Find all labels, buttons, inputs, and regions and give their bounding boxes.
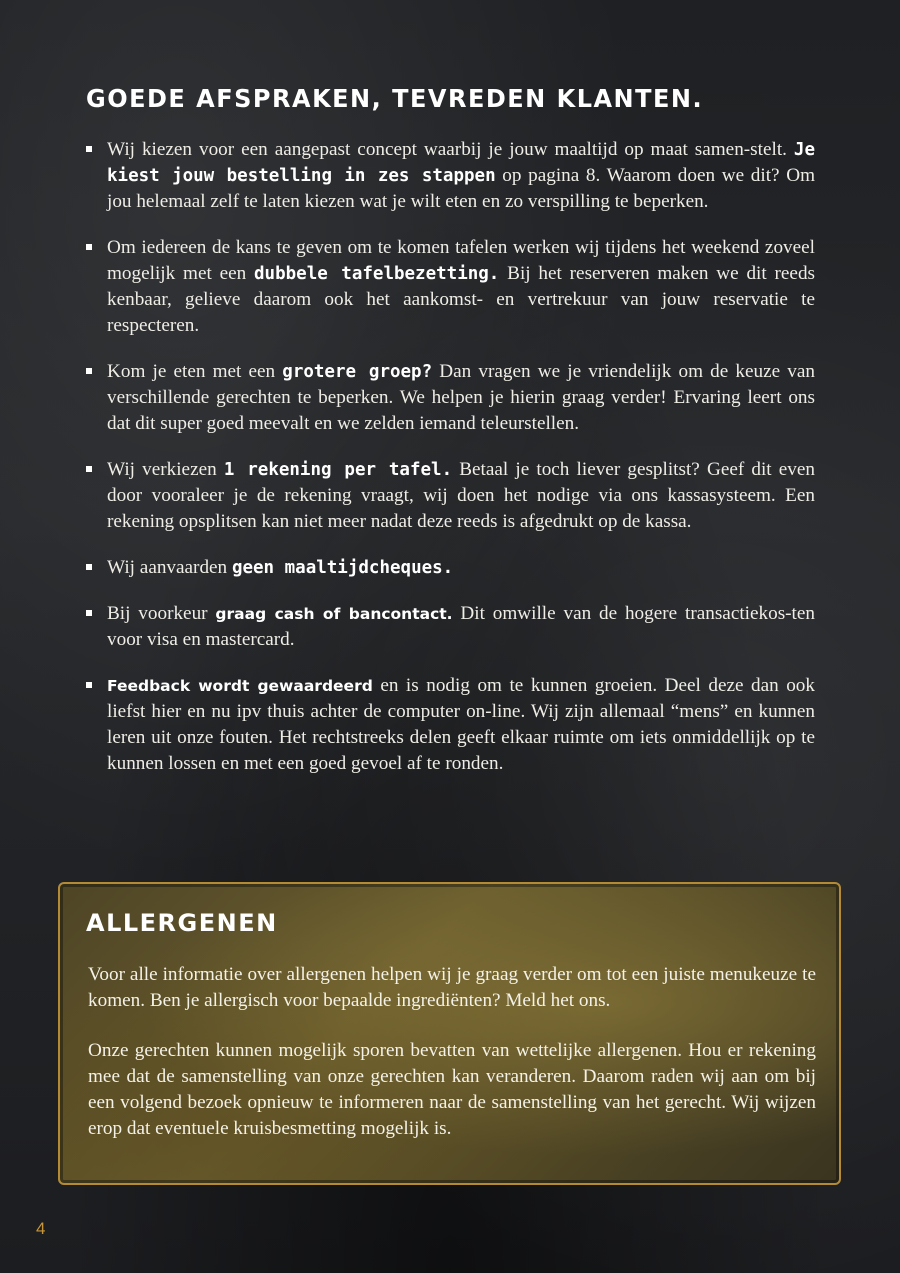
rule-text: Dit omwille van de hogere transactiekos-ten voor visa en mastercard. — [107, 603, 815, 650]
allergens-box — [58, 882, 841, 1185]
rule-text: en is nodig om te kunnen groeien. Deel deze dan ook liefst hier en nu ipv thuis achter de computer on-line. Wij zijn allemaal “mens” en kunnen leren uit onze fouten. Het rechtstreeks delen geeft elkaar ruimte om iets onmiddellijk op te kunnen lossen en met een goed gevoel af te ronden. — [107, 675, 815, 774]
rule-highlight: geen maaltijdcheques. — [231, 558, 454, 578]
allergens-paragraph-info: Voor alle informatie over allergenen helpen wij je graag verder om tot een juiste menukeuze te komen. Ben je allergisch voor bepaalde ingrediënten? Meld het ons. — [88, 964, 816, 1011]
allergens-title: ALLERGENEN — [86, 909, 278, 937]
rule-highlight: graag cash of bancontact. — [215, 605, 453, 623]
bullet-square-icon — [86, 564, 92, 570]
bullet-square-icon — [86, 466, 92, 472]
rules-list — [86, 137, 815, 777]
bullet-square-icon — [86, 244, 92, 250]
rule-text: Bij voorkeur — [107, 603, 216, 624]
page-number: 4 — [36, 1219, 46, 1238]
rule-text: Bij het reserveren maken we dit reeds kenbaar, gelieve daarom ook het aankomst- en vertrekuur van jouw reservatie te respecteren. — [107, 263, 816, 336]
bullet-square-icon — [86, 682, 92, 688]
rule-highlight: Je kiest jouw bestelling in zes stappen — [107, 140, 815, 186]
rule-item-feedback — [86, 673, 815, 777]
rule-text: Wij aanvaarden — [107, 557, 232, 578]
allergens-paragraph-warning: Onze gerechten kunnen mogelijk sporen bevatten van wettelijke allergenen. Hou er rekening mee dat de samenstelling van onze gerechten kan veranderen. Daarom raden wij aan om bij een volgend bezoek opnieuw te informeren naar de samenstelling van het gerecht. Wij wijzen erop dat eventuele kruisbesmetting mogelijk is. — [88, 1040, 816, 1139]
section-title: GOEDE AFSPRAKEN, TEVREDEN KLANTEN. — [86, 84, 704, 114]
rule-highlight: grotere groep? — [282, 362, 433, 382]
rule-text: Wij verkiezen — [107, 459, 224, 480]
bullet-square-icon — [86, 368, 92, 374]
rule-highlight: 1 rekening per tafel. — [223, 460, 453, 480]
rule-highlight: Feedback wordt gewaardeerd — [107, 677, 373, 695]
bullet-square-icon — [86, 146, 92, 152]
rule-text: Om iedereen de kans te geven om te komen tafelen werken wij tijdens het weekend zoveel mogelijk met een — [107, 237, 815, 284]
rule-item-no-meal-vouchers — [86, 555, 815, 581]
rule-text: op pagina 8. Waarom doen we dit? Om jou helemaal zelf te laten kiezen wat je wilt eten en zo verspilling te beperken. — [107, 165, 815, 212]
rule-item-concept — [86, 137, 815, 215]
bullet-square-icon — [86, 610, 92, 616]
rule-item-large-group — [86, 359, 815, 437]
rule-item-payment — [86, 601, 815, 653]
rule-text: Kom je eten met een — [107, 361, 283, 382]
rule-item-one-bill — [86, 457, 815, 535]
rule-item-double-seating — [86, 235, 815, 339]
rule-text: Wij kiezen voor een aangepast concept waarbij je jouw maaltijd op maat samen-stelt. — [107, 139, 794, 160]
rule-text: Betaal je toch liever gesplitst? Geef dit even door vooraleer je de rekening vraagt, wij doen het nodige via ons kassasysteem. Een rekening opsplitsen kan niet meer nadat deze reeds is afgedrukt op de kassa. — [107, 459, 815, 532]
rule-text: Dan vragen we je vriendelijk om de keuze van verschillende gerechten te beperken. We helpen je hierin graag verder! Ervaring leert ons dat dit super goed meevalt en we zelden iemand teleurstellen. — [107, 361, 815, 434]
rule-highlight: dubbele tafelbezetting. — [254, 264, 500, 284]
